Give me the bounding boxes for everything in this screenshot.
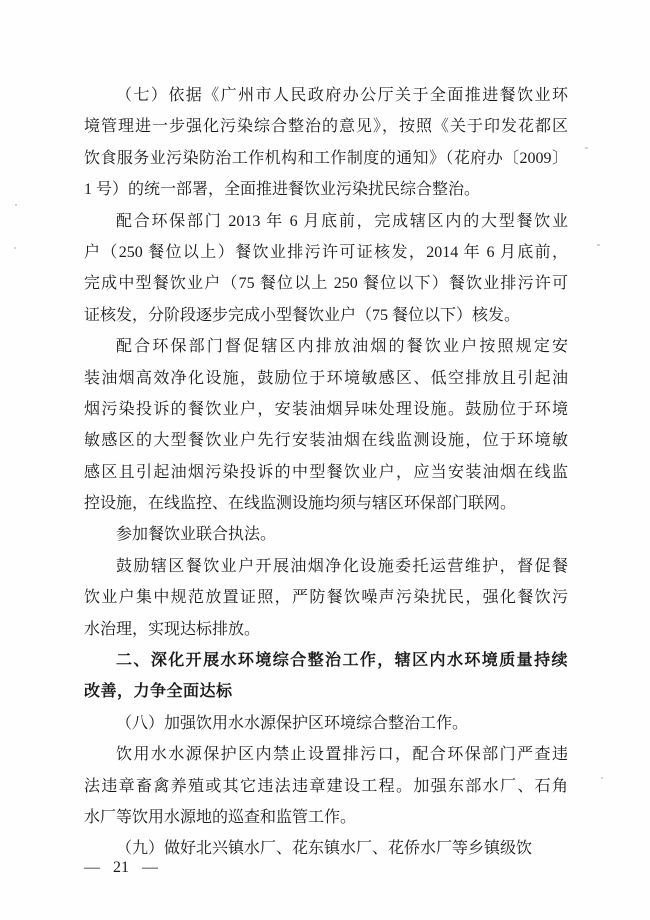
text-line: 完成中型餐饮业户（75 餐位以上 250 餐位以下）餐饮业排污许可	[84, 275, 568, 293]
text-line: 法违章畜禽养殖或其它违法违章建设工程。加强东部水厂、石角	[84, 777, 568, 795]
text-line: 户（250 餐位以上）餐饮业排污许可证核发，2014 年 6 月底前，	[84, 243, 568, 261]
text-line: 烟污染投诉的餐饮业户，安装油烟异味处理设施。鼓励位于环境	[84, 400, 568, 418]
text-line: 敏感区的大型餐饮业户先行安装油烟在线监测设施，位于环境敏	[84, 432, 568, 450]
scan-speck	[15, 204, 17, 206]
text-line: （七）依据《广州市人民政府办公厅关于全面推进餐饮业环	[116, 87, 568, 104]
text-line: 饮业户集中规范放置证照，严防餐饮噪声污染扰民，强化餐饮污	[84, 589, 568, 607]
text-line: 饮用水水源保护区内禁止设置排污口，配合环保部门严查违	[116, 746, 568, 764]
text-line: 水治理，实现达标排放。	[84, 620, 261, 638]
text-line: 配合环保部门督促辖区内排放油烟的餐饮业户按照规定安	[116, 338, 568, 356]
text-line: 感区且引起油烟污染投诉的中型餐饮业户，应当安装油烟在线监	[84, 463, 568, 481]
text-line: （八）加强饮用水水源保护区环境综合整治工作。	[116, 714, 469, 732]
text-line: 水厂等饮用水源地的巡查和监管工作。	[84, 808, 357, 826]
text-line: 装油烟高效净化设施，鼓励位于环境敏感区、低空排放且引起油	[84, 369, 568, 387]
text-line: （九）做好北兴镇水厂、花东镇水厂、花侨水厂等乡镇级饮	[116, 840, 533, 858]
scan-speck	[14, 247, 16, 249]
scan-speck	[601, 777, 603, 779]
text-line: 控设施，在线监控、在线监测设施均须与辖区环保部门联网。	[84, 495, 517, 513]
text-line: 改善，力争全面达标	[84, 683, 233, 701]
document-body	[84, 80, 568, 865]
text-line: 饮食服务业污染防治工作机构和工作制度的通知》（花府办〔2009〕	[84, 149, 568, 167]
text-line: 参加餐饮业联合执法。	[116, 526, 277, 544]
scan-speck	[585, 147, 588, 149]
text-line: 配合环保部门 2013 年 6 月底前，完成辖区内的大型餐饮业	[116, 212, 568, 230]
page-number: — 21 —	[84, 859, 158, 876]
text-line: 鼓励辖区餐饮业户开展油烟净化设施委托运营维护，督促餐	[116, 557, 568, 575]
text-line: 境管理进一步强化污染综合整治的意见》，按照《关于印发花都区	[84, 118, 568, 136]
text-line: 二、深化开展水环境综合整治工作，辖区内水环境质量持续	[116, 652, 568, 670]
text-line: 证核发，分阶段逐步完成小型餐饮业户（75 餐位以下）核发。	[84, 306, 521, 324]
text-line: 1 号）的统一部署，全面推进餐饮业污染扰民综合整治。	[84, 181, 481, 199]
scan-speck	[597, 244, 600, 246]
